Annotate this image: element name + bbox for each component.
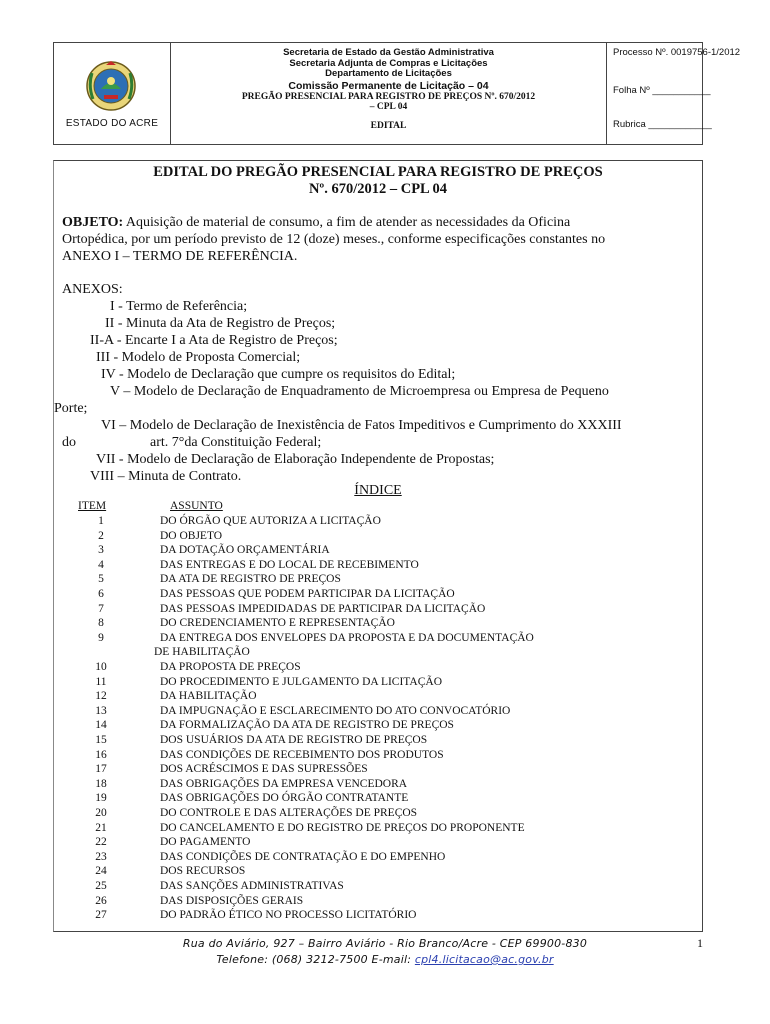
indice-item-subject: DO CONTROLE E DAS ALTERAÇÕES DE PREÇOS — [160, 807, 418, 819]
indice-item-number: 25 — [95, 880, 107, 892]
header-line-cpl: – CPL 04 — [369, 102, 408, 112]
anexo-item: III - Modelo de Proposta Comercial; — [96, 350, 301, 365]
indice-row — [54, 763, 704, 778]
indice-row — [54, 646, 704, 661]
indice-item-subject: DO OBJETO — [160, 529, 223, 542]
indice-item-subject: DOS USUÁRIOS DA ATA DE REGISTRO DE PREÇOS — [160, 734, 428, 746]
indice-item-subject: DO CANCELAMENTO E DO REGISTRO DE PREÇOS DO PROPONENTE — [160, 821, 525, 834]
indice-row — [54, 836, 704, 851]
indice-item-subject: DE HABILITAÇÃO — [154, 646, 250, 659]
indice-row — [54, 880, 704, 895]
indice-item-subject: DAS CONDIÇÕES DE CONTRATAÇÃO E DO EMPENHO — [160, 850, 446, 863]
indice-item-number: 13 — [95, 704, 107, 717]
indice-row — [54, 676, 704, 691]
indice-item-subject: DA IMPUGNAÇÃO E ESCLARECIMENTO DO ATO CONVOCATÓRIO — [160, 704, 511, 717]
indice-item-subject: DAS OBRIGAÇÕES DO ÓRGÃO CONTRATANTE — [160, 792, 409, 805]
anexo-item: IV - Modelo de Declaração que cumpre os requisitos do Edital; — [101, 367, 456, 382]
indice-row — [54, 822, 704, 837]
header-process-cell — [607, 43, 741, 144]
indice-row — [54, 792, 704, 807]
document-subtitle: Nº. 670/2012 – CPL 04 — [308, 181, 448, 197]
indice-item-number: 18 — [95, 777, 107, 790]
indice-item-number: 9 — [98, 631, 104, 644]
indice-item-number: 14 — [95, 719, 107, 732]
indice-row — [54, 865, 704, 880]
indice-row — [54, 661, 704, 676]
header-line-comissao: Comissão Permanente de Licitação – 04 — [288, 79, 489, 92]
anexo-item: VII - Modelo de Declaração de Elaboração Independente de Propostas; — [96, 452, 495, 467]
anexo-item: VIII – Minuta de Contrato. — [90, 469, 242, 484]
document-header — [53, 42, 741, 145]
objeto-line-3: ANEXO I – TERMO DE REFERÊNCIA. — [62, 249, 298, 264]
header-line-secretaria-adjunta: Secretaria Adjunta de Compras e Licitações — [289, 57, 488, 69]
indice-item-number: 26 — [95, 894, 107, 907]
indice-item-subject: DO ÓRGÃO QUE AUTORIZA A LICITAÇÃO — [160, 515, 381, 527]
indice-item-number: 6 — [98, 588, 104, 600]
indice-item-number: 19 — [95, 792, 107, 805]
indice-row — [54, 719, 704, 734]
footer-email-link[interactable]: cpl4.licitacao@ac.gov.br — [414, 953, 554, 966]
indice-item-subject: DO CREDENCIAMENTO E REPRESENTAÇÃO — [160, 617, 395, 630]
header-line-pregao: PREGÃO PRESENCIAL PARA REGISTRO DE PREÇOS Nº. 670/2012 — [241, 91, 536, 102]
indice-row — [54, 617, 704, 632]
indice-item-subject: DAS CONDIÇÕES DE RECEBIMENTO DOS PRODUTOS — [160, 748, 444, 761]
state-label: ESTADO DO ACRE — [65, 118, 159, 129]
indice-row — [54, 544, 704, 559]
indice-item-subject: DAS ENTREGAS E DO LOCAL DE RECEBIMENTO — [160, 558, 419, 571]
indice-item-number: 4 — [98, 558, 104, 571]
indice-item-number: 27 — [95, 909, 107, 922]
header-logo-cell — [54, 43, 171, 144]
objeto-line-2: Ortopédica, por um período previsto de 12 (doze) meses., conforme especificações constantes no — [62, 232, 606, 247]
indice-item-subject: DA ATA DE REGISTRO DE PREÇOS — [160, 573, 341, 586]
indice-item-subject: DAS PESSOAS IMPEDIDADAS DE PARTICIPAR DA LICITAÇÃO — [160, 602, 486, 615]
header-line-departamento: Departamento de Licitações — [325, 68, 452, 79]
indice-item-number: 10 — [95, 661, 107, 673]
indice-item-subject: DAS SANÇÕES ADMINISTRATIVAS — [160, 880, 344, 892]
indice-row — [54, 530, 704, 545]
anexo-item: I - Termo de Referência; — [110, 299, 248, 314]
indice-row — [54, 690, 704, 705]
indice-item-subject: DOS ACRÉSCIMOS E DAS SUPRESSÕES — [160, 763, 368, 776]
indice-item-subject: DAS OBRIGAÇÕES DA EMPRESA VENCEDORA — [160, 777, 408, 790]
anexo-item-continuation: art. 7°da Constituição Federal; — [150, 435, 322, 450]
indice-item-subject: DA FORMALIZAÇÃO DA ATA DE REGISTRO DE PREÇOS — [160, 719, 454, 732]
processo-number: Processo Nº. 0019756-1/2012 — [613, 47, 741, 58]
anexos-label: ANEXOS: — [62, 282, 123, 297]
footer-phone: Telefone: (068) 3212-7500 E-mail: — [216, 953, 415, 966]
indice-item-number: 23 — [95, 850, 107, 863]
indice-item-subject: DO PADRÃO ÉTICO NO PROCESSO LICITATÓRIO — [160, 909, 417, 922]
indice-item-subject: DA HABILITAÇÃO — [160, 690, 257, 703]
footer-contact — [0, 953, 770, 966]
indice-row — [54, 559, 704, 574]
indice-item-subject: DAS PESSOAS QUE PODEM PARTICIPAR DA LICITAÇÃO — [160, 588, 455, 600]
indice-row — [54, 603, 704, 618]
objeto-label: OBJETO: — [62, 215, 124, 230]
indice-row — [54, 588, 704, 603]
header-line-secretaria: Secretaria de Estado da Gestão Administrativa — [283, 47, 494, 58]
indice-row — [54, 734, 704, 749]
indice-row — [54, 749, 704, 764]
anexo-item: II-A - Encarte I a Ata de Registro de Preços; — [90, 333, 338, 348]
indice-item-number: 16 — [95, 748, 107, 761]
anexo-item: V – Modelo de Declaração de Enquadramento de Microempresa ou Empresa de Pequeno — [110, 384, 609, 399]
indice-item-subject: DAS DISPOSIÇÕES GERAIS — [160, 894, 304, 907]
objeto-text-1: Aquisição de material de consumo, a fim de atender as necessidades da Oficina — [123, 215, 571, 230]
folha-field: Folha Nº ___________ — [613, 85, 711, 96]
indice-row — [54, 895, 704, 910]
indice-row — [54, 851, 704, 866]
indice-title: ÍNDICE — [354, 483, 402, 498]
indice-item-subject: DA ENTREGA DOS ENVELOPES DA PROPOSTA E DA DOCUMENTAÇÃO — [160, 631, 534, 644]
indice-assunto-header: ASSUNTO — [170, 500, 223, 512]
indice-item-subject: DA DOTAÇÃO ORÇAMENTÁRIA — [160, 544, 330, 557]
document-body — [53, 160, 703, 932]
indice-item-number: 11 — [95, 675, 107, 688]
indice-item-number: 24 — [95, 865, 107, 878]
header-title-cell — [171, 43, 607, 144]
indice-item-number: 5 — [98, 573, 104, 586]
indice-row — [54, 632, 704, 647]
indice-item-number: 17 — [95, 763, 107, 776]
header-line-edital: EDITAL — [370, 120, 407, 131]
indice-item-number: 3 — [98, 544, 104, 557]
indice-item-number: 8 — [98, 617, 104, 630]
indice-item-number: 21 — [95, 821, 107, 834]
indice-item-number: 20 — [95, 807, 107, 819]
indice-item-number: 7 — [98, 602, 104, 615]
indice-item-number: 2 — [98, 529, 104, 542]
objeto-line-1 — [62, 214, 570, 231]
rubrica-field: Rubrica ____________ — [613, 119, 712, 130]
anexo-item: II - Minuta da Ata de Registro de Preços; — [105, 316, 336, 331]
anexo-item-continuation: do — [62, 435, 76, 450]
indice-item-number: 12 — [95, 690, 107, 703]
footer-address: Rua do Aviário, 927 – Bairro Aviário - Rio Branco/Acre - CEP 69900-830 — [182, 937, 588, 950]
indice-row — [54, 573, 704, 588]
page-number: 1 — [697, 936, 703, 950]
indice-item-number: 15 — [95, 734, 107, 746]
indice-row — [54, 807, 704, 822]
indice-item-subject: DOS RECURSOS — [160, 865, 246, 878]
indice-item-header: ITEM — [78, 500, 107, 512]
indice-item-subject: DO PROCEDIMENTO E JULGAMENTO DA LICITAÇÃO — [160, 675, 442, 688]
document-title: EDITAL DO PREGÃO PRESENCIAL PARA REGISTRO DE PREÇOS — [153, 164, 603, 180]
indice-item-number: 22 — [95, 836, 107, 849]
anexo-item: VI – Modelo de Declaração de Inexistência de Fatos Impeditivos e Cumprimento do XXXIII — [101, 418, 622, 433]
indice-row — [54, 705, 704, 720]
indice-row — [54, 909, 704, 924]
indice-item-subject: DA PROPOSTA DE PREÇOS — [160, 661, 301, 673]
indice-row — [54, 515, 704, 530]
indice-row — [54, 778, 704, 793]
anexo-item-continuation: Porte; — [54, 401, 88, 416]
indice-item-number: 1 — [98, 515, 104, 527]
indice-item-subject: DO PAGAMENTO — [160, 836, 251, 849]
coat-of-arms-logo — [84, 59, 138, 113]
